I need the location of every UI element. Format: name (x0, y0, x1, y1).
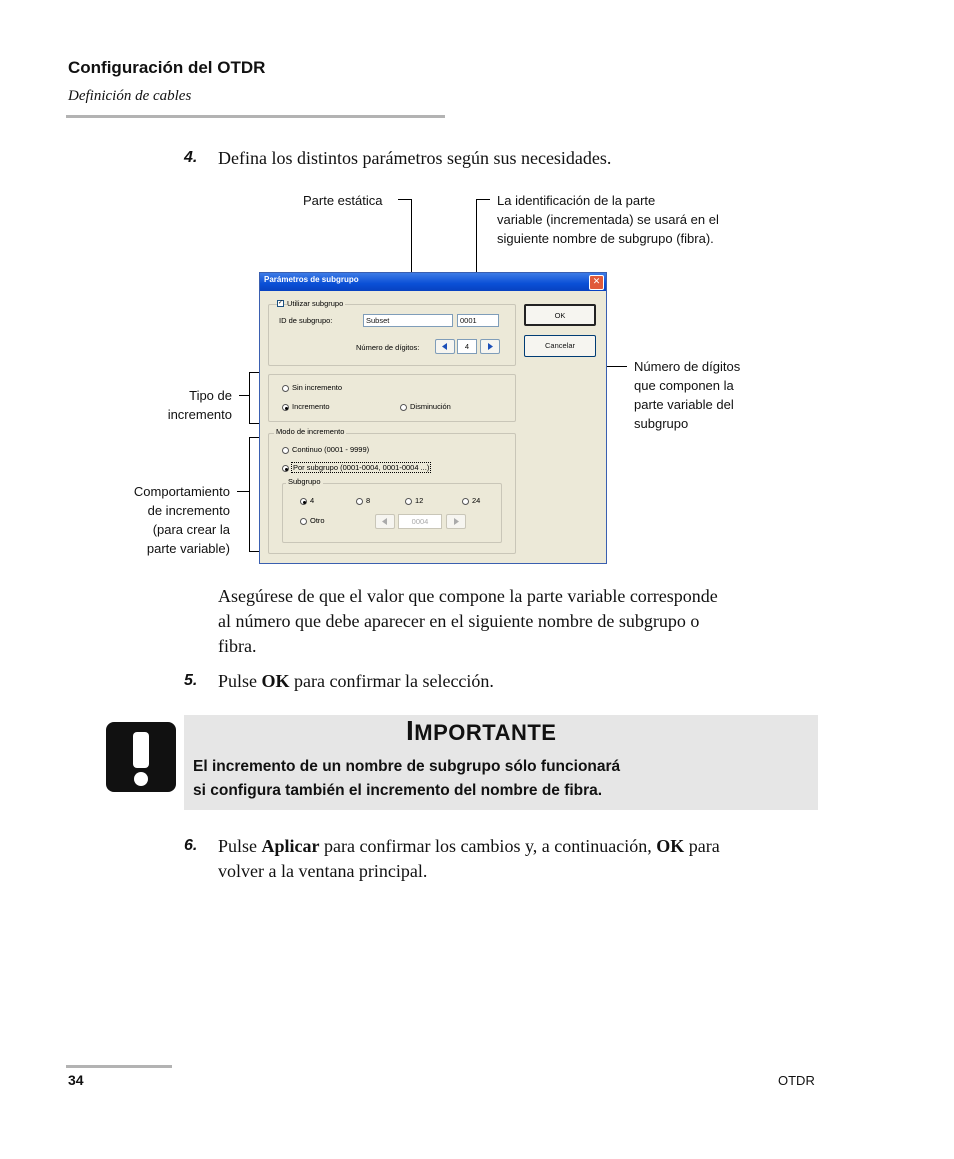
size-8-radio[interactable] (356, 498, 363, 505)
callout-line-text: de incremento (147, 503, 230, 518)
subgroup-parameters-dialog (259, 272, 607, 564)
dialog-title: Parámetros de subgrupo (264, 275, 359, 284)
no-increment-radio[interactable] (282, 385, 289, 392)
step-bold-term: OK (656, 836, 685, 856)
step-bold-term: OK (261, 671, 290, 691)
subgroup-id-static-input[interactable]: Subset (363, 314, 453, 327)
callout-line-text: variable (incrementada) se usará en el (497, 212, 719, 227)
important-line: El incremento de un nombre de subgrupo sólo funcionará (193, 758, 621, 775)
other-decrease-button[interactable] (375, 514, 395, 529)
size-24-label: 24 (472, 496, 481, 505)
continuous-radio[interactable] (282, 447, 289, 454)
callout-line-text: parte variable del (634, 397, 734, 412)
section-title: Configuración del OTDR (68, 58, 266, 77)
size-4-label: 4 (310, 496, 315, 505)
step-text-part: Pulse (218, 836, 262, 856)
callout-line (237, 491, 249, 492)
subgroup-size-label: Subgrupo (288, 477, 321, 486)
section-subtitle: Definición de cables (68, 88, 192, 104)
step-bold-term: Aplicar (261, 836, 320, 856)
callout-increment-behavior (100, 482, 230, 558)
callout-line (398, 199, 412, 200)
footer-rule (66, 1065, 172, 1068)
callout-line (249, 372, 259, 373)
callout-line-text: incremento (167, 407, 232, 422)
size-4-radio[interactable] (300, 498, 307, 505)
page-number: 34 (68, 1072, 84, 1088)
digits-increase-button[interactable] (480, 339, 500, 354)
no-increment-label: Sin incremento (292, 383, 343, 392)
paragraph-check-value (218, 584, 718, 659)
callout-line (249, 372, 250, 424)
callout-line (249, 423, 259, 424)
callout-digits (634, 357, 740, 433)
callout-line (476, 199, 490, 200)
callout-line-text: (para crear la (152, 522, 230, 537)
increment-radio[interactable] (282, 404, 289, 411)
increment-type-group (268, 374, 516, 422)
step-6-line-2: volver a la ventana principal. (218, 861, 428, 881)
important-title (406, 715, 556, 747)
subgroup-id-variable-input[interactable]: 0001 (457, 314, 499, 327)
arrow-right-icon (481, 340, 499, 353)
close-icon[interactable]: ✕ (589, 275, 604, 290)
size-12-radio[interactable] (405, 498, 412, 505)
step-text-part: para confirmar los cambios y, a continuación, (319, 836, 657, 856)
important-title-rest: MPORTANTE (414, 720, 557, 745)
important-line: si configura también el incremento del nombre de fibra. (193, 782, 603, 799)
increment-label: Incremento (292, 402, 330, 411)
callout-line-text: Tipo de (189, 388, 232, 403)
per-subgroup-label: Por subgrupo (0001-0004, 0001-0004 ...) (293, 463, 430, 472)
subgroup-id-label: ID de subgrupo: (279, 316, 333, 325)
use-subgroup-checkbox[interactable]: ✓ (278, 300, 284, 306)
size-8-label: 8 (366, 496, 371, 505)
callout-increment-type (140, 386, 232, 424)
exclamation-mark-glyph (106, 722, 176, 792)
callout-line-text: La identificación de la parte (497, 193, 656, 208)
paragraph-line: Asegúrese de que el valor que compone la parte variable corresponde (218, 586, 718, 606)
decrement-label: Disminución (410, 402, 451, 411)
per-subgroup-radio[interactable] (282, 465, 289, 472)
callout-line-text: Comportamiento (133, 484, 230, 499)
step-text-part: para confirmar la selección. (289, 671, 494, 691)
step-5-text (218, 669, 494, 694)
important-text (193, 755, 620, 803)
increment-mode-label: Modo de incremento (276, 427, 345, 436)
callout-line (249, 551, 259, 552)
size-other-radio[interactable] (300, 518, 307, 525)
size-other-label: Otro (310, 516, 325, 525)
decrement-radio[interactable] (400, 404, 407, 411)
cancel-button[interactable]: Cancelar (524, 335, 596, 357)
step-6-line-1 (218, 834, 720, 859)
callout-line-text: que componen la (634, 378, 734, 393)
arrow-right-icon (447, 515, 465, 528)
callout-static-part: Parte estática (303, 193, 383, 208)
size-12-label: 12 (415, 496, 424, 505)
callout-variable-id (497, 191, 719, 248)
step-4-text: Defina los distintos parámetros según sus necesidades. (218, 148, 612, 168)
callout-line (249, 437, 259, 438)
header-rule (66, 115, 445, 118)
document-name: OTDR (778, 1073, 815, 1088)
step-5-number: 5. (184, 672, 198, 689)
arrow-left-icon (436, 340, 454, 353)
use-subgroup-label: Utilizar subgrupo (287, 299, 344, 308)
callout-line-text: parte variable) (146, 541, 230, 556)
other-value-field[interactable]: 0004 (398, 514, 442, 529)
callout-line-text: subgrupo (634, 416, 689, 431)
arrow-left-icon (376, 515, 394, 528)
digits-label: Número de dígitos: (356, 343, 420, 352)
callout-line (249, 437, 250, 552)
paragraph-line: al número que debe aparecer en el siguiente nombre de subgrupo o (218, 611, 700, 631)
step-text-part: para (684, 836, 720, 856)
continuous-label: Continuo (0001 - 9999) (292, 445, 370, 454)
size-24-radio[interactable] (462, 498, 469, 505)
important-title-initial: I (406, 715, 415, 746)
step-text-part: Pulse (218, 671, 262, 691)
dialog-titlebar (260, 273, 606, 291)
other-increase-button[interactable] (446, 514, 466, 529)
subgroup-size-group (282, 483, 502, 543)
callout-line-text: siguiente nombre de subgrupo (fibra). (497, 231, 714, 246)
step-6-number: 6. (184, 837, 198, 854)
callout-line-text: Número de dígitos (634, 359, 741, 374)
exclamation-icon (106, 722, 176, 792)
step-4-number: 4. (184, 149, 198, 166)
digits-value-field[interactable]: 4 (457, 339, 477, 354)
ok-button[interactable]: OK (524, 304, 596, 326)
step-6-text (218, 834, 720, 884)
paragraph-line: fibra. (218, 636, 257, 656)
callout-line (239, 395, 249, 396)
digits-decrease-button[interactable] (435, 339, 455, 354)
